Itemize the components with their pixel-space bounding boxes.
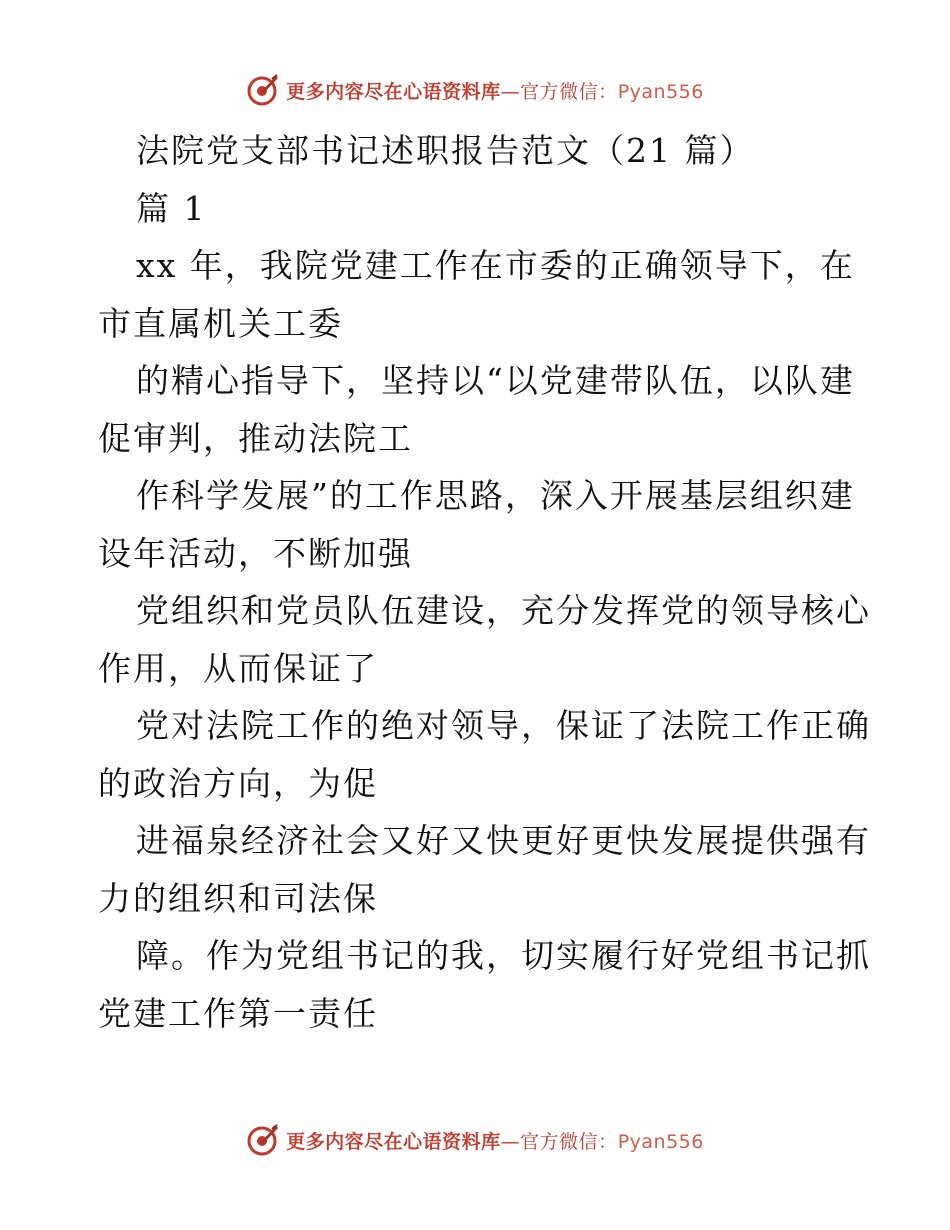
paragraph-line: 党对法院工作的绝对领导，保证了法院工作正确 <box>136 706 871 745</box>
watermark-wechat-id: Pyan556 <box>617 80 704 103</box>
header-watermark <box>0 70 950 110</box>
paragraph-line: 障。作为党组书记的我，切实履行好党组书记抓 <box>136 936 871 975</box>
paragraph-line: 作科学发展”的工作思路，深入开展基层组织建 <box>136 476 855 515</box>
watermark-site-text: 更多内容尽在心语资料库 <box>286 1130 501 1153</box>
paragraph-line: 的精心指导下，坚持以“以党建带队伍，以队建 <box>136 361 855 400</box>
quill-logo-icon <box>246 1123 280 1157</box>
footer-watermark <box>0 1120 950 1160</box>
watermark-wechat-id: Pyan556 <box>617 1130 704 1153</box>
paragraph-line: 市直属机关工委 <box>98 303 343 343</box>
paragraph-line: 的政治方向，为促 <box>98 763 378 803</box>
paragraph-line: 党组织和党员队伍建设，充分发挥党的领导核心 <box>136 591 871 630</box>
watermark-group <box>246 73 704 107</box>
document-title: 法院党支部书记述职报告范文（21 篇） <box>136 131 755 170</box>
quill-logo-icon <box>246 73 280 107</box>
paragraph-line: xx 年，我院党建工作在市委的正确领导下，在 <box>136 246 855 285</box>
watermark-wechat-label: 官方微信： <box>520 1130 618 1153</box>
document-body <box>98 122 871 1042</box>
paragraph-line: 党建工作第一责任 <box>98 993 378 1033</box>
paragraph-line: 进福泉经济社会又好又快更好更快发展提供强有 <box>136 821 871 860</box>
watermark-site-text: 更多内容尽在心语资料库 <box>286 80 501 103</box>
paragraph-line: 力的组织和司法保 <box>98 878 378 918</box>
paragraph-line: 作用，从而保证了 <box>98 648 378 688</box>
watermark-group <box>246 1123 704 1157</box>
watermark-dash: — <box>500 1130 521 1153</box>
paragraph-line: 设年活动，不断加强 <box>98 533 413 573</box>
watermark-dash: — <box>500 80 521 103</box>
watermark-wechat-label: 官方微信： <box>520 80 618 103</box>
watermark-text <box>286 77 704 104</box>
watermark-text <box>286 1127 704 1154</box>
paragraph-line: 促审判，推动法院工 <box>98 418 413 458</box>
section-heading: 篇 1 <box>136 188 207 228</box>
